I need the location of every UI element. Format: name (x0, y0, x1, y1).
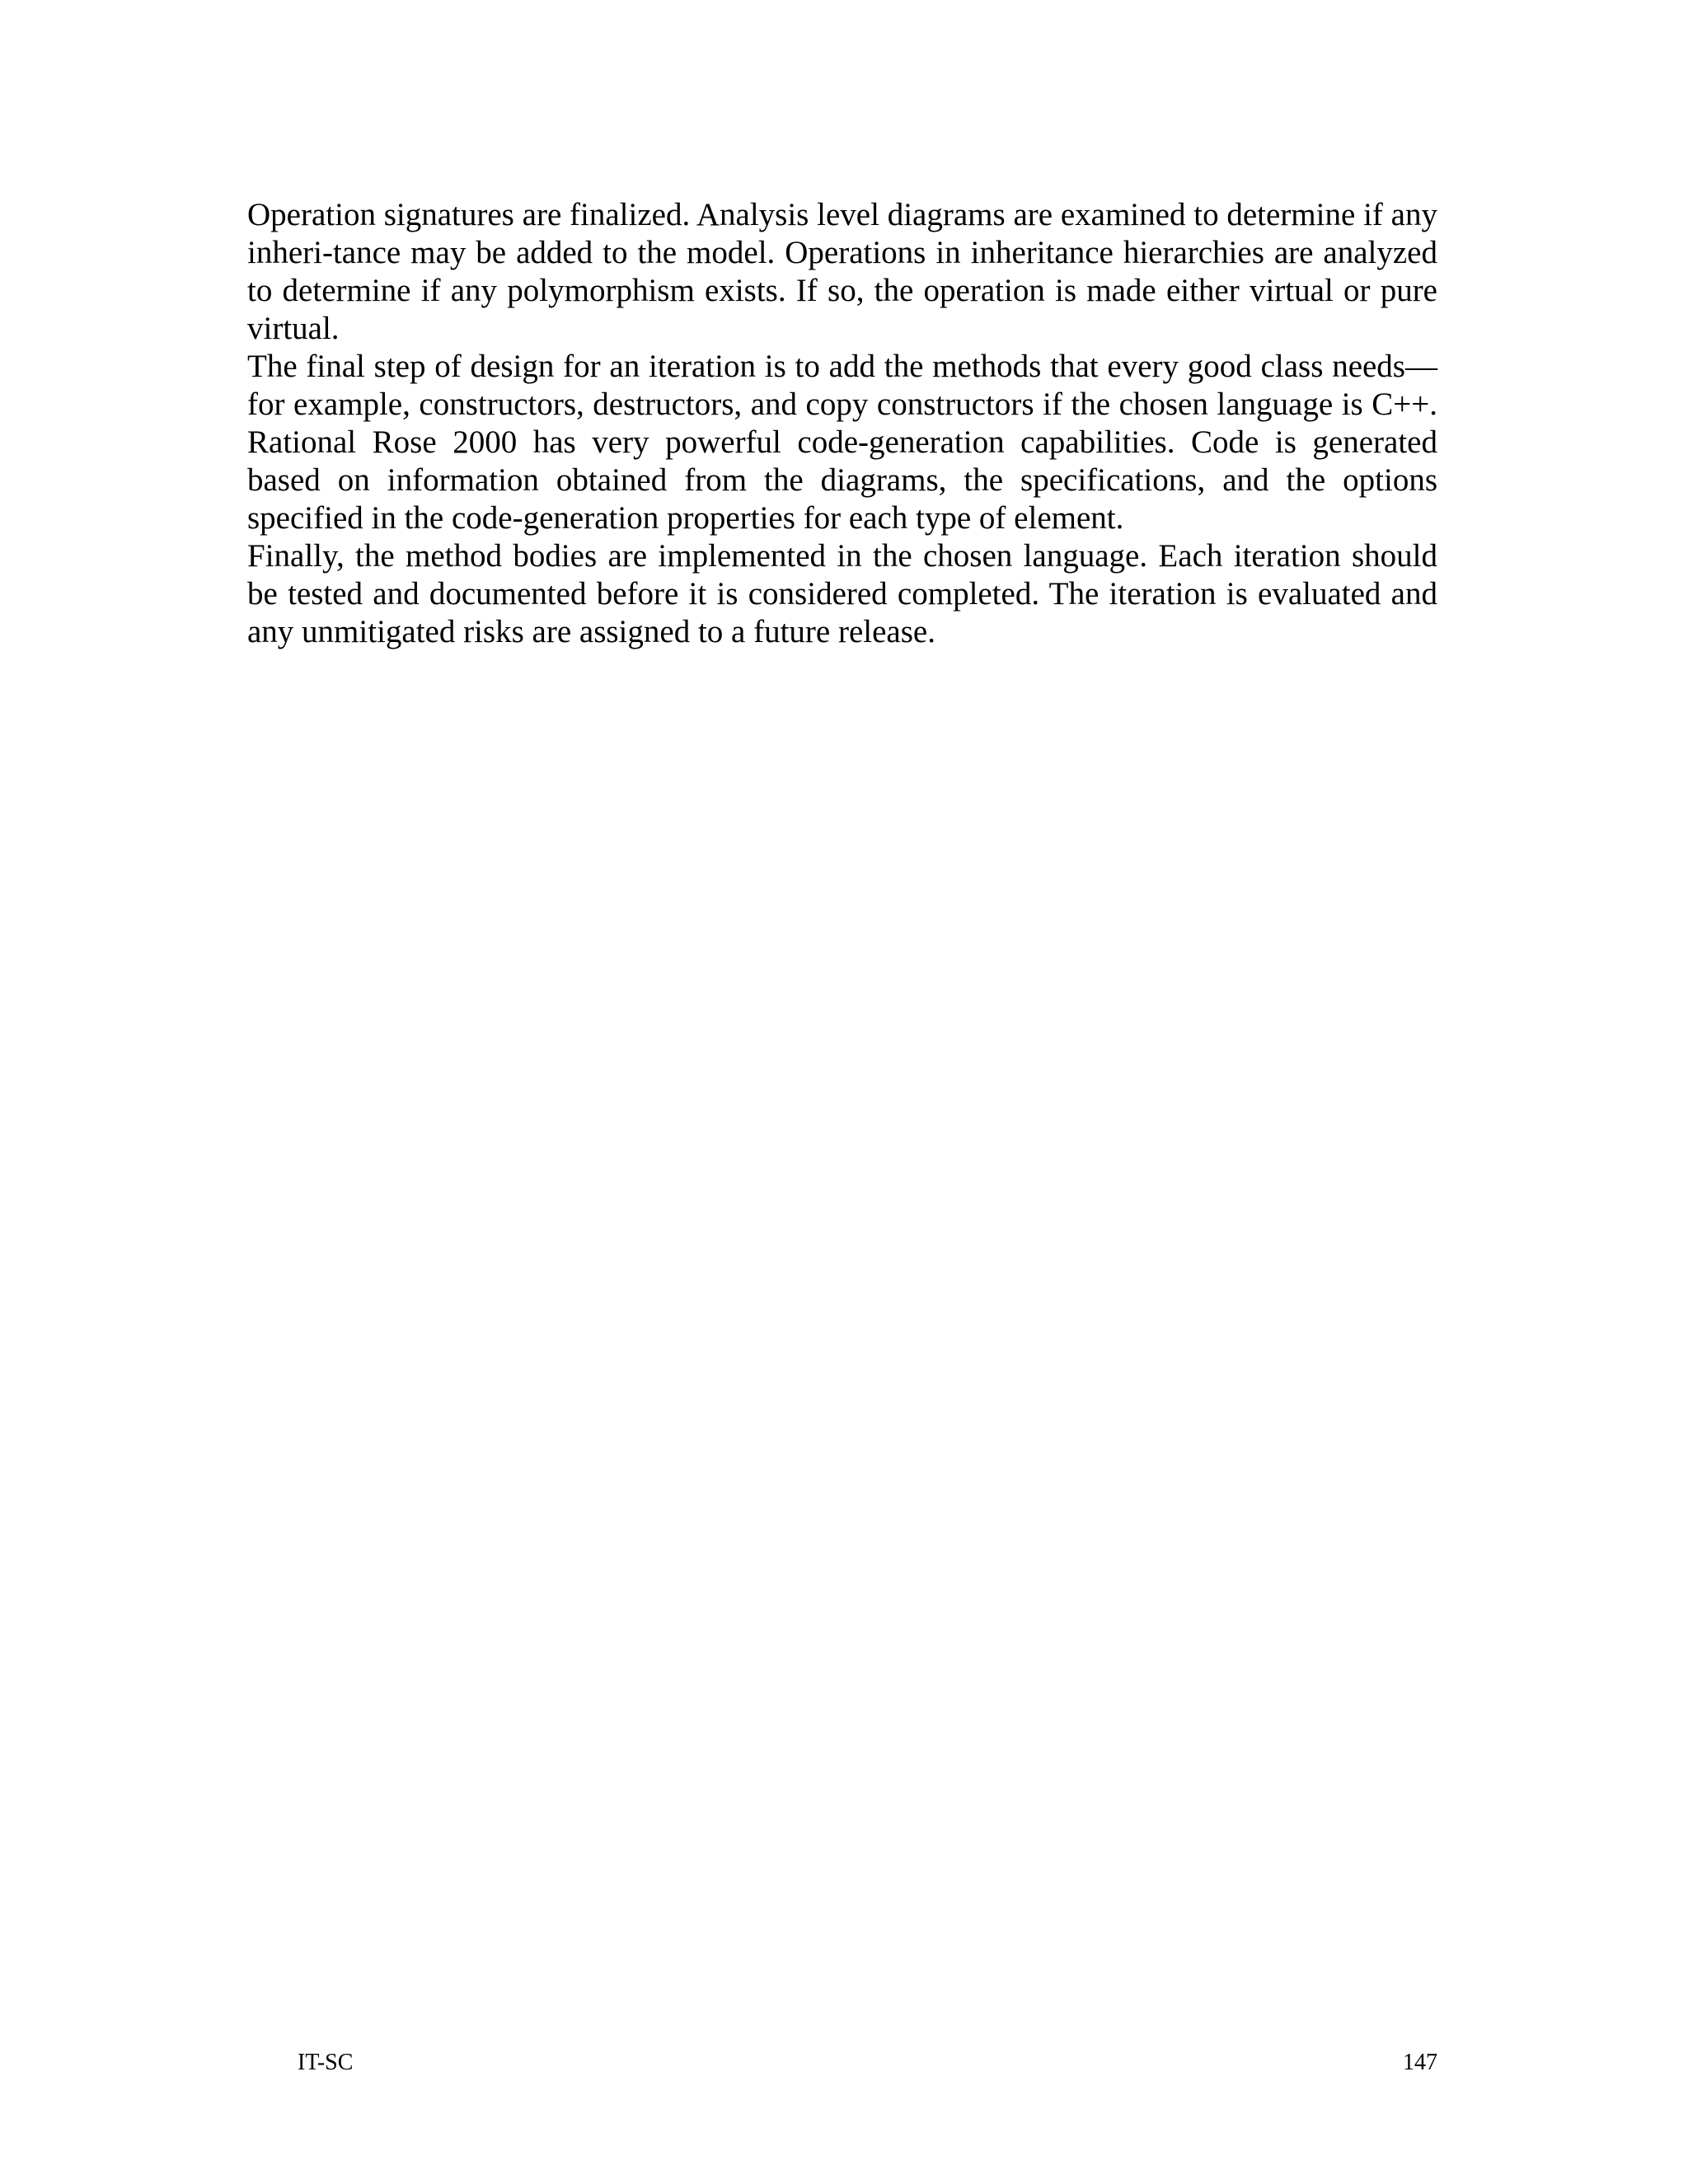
paragraph-operation-signatures: Operation signatures are finalized. Analysis level diagrams are examined to determine if any inheri-tance may be added to the model. Operations in inheritance hierarchies are analyzed to determine if any polymorphism exists. If so, the operation is made either virtual or pure virtual. (247, 197, 1437, 346)
paragraph-final-design-step: The final step of design for an iteration is to add the methods that every good class needs—for example, constructors, destructors, and copy constructors if the chosen language is C++. Rational Rose 2000 has very powerful code-generation capabilities. Code is generated based on information obtained from the diagrams, the specifications, and the options specified in the code-generation properties for each type of element. (247, 349, 1437, 536)
footer-label: IT-SC (298, 2050, 354, 2075)
page-number: 147 (1403, 2050, 1437, 2075)
body-text (247, 196, 1437, 651)
paragraph-method-bodies: Finally, the method bodies are implemented in the chosen language. Each iteration should be tested and documented before it is considered completed. The iteration is evaluated and any unmitigated risks are assigned to a future release. (247, 538, 1437, 649)
